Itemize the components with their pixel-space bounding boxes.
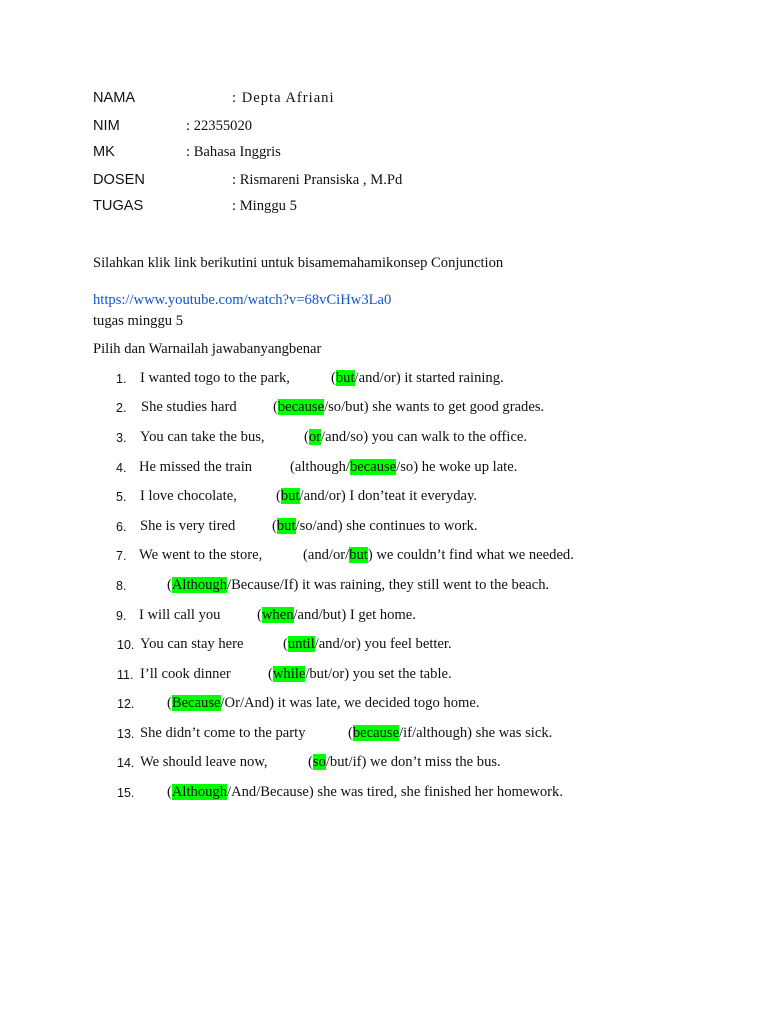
- choices-prefix: (: [268, 666, 273, 682]
- list-item-sentence-start: She studies hard: [141, 399, 237, 415]
- mk-label: MK: [93, 144, 115, 160]
- list-item-choices: [167, 577, 549, 594]
- list-item-number: 4.: [116, 461, 127, 475]
- choices-rest: /Or/And) it was late, we decided togo home.: [220, 695, 480, 711]
- nama-label: NAMA: [93, 90, 136, 106]
- list-item-sentence-start: I will call you: [139, 607, 221, 623]
- choices-prefix: (: [167, 577, 172, 593]
- youtube-link[interactable]: https://www.youtube.com/watch?v=68vCiHw3La0: [93, 292, 392, 308]
- list-item-number: 9.: [116, 609, 127, 623]
- choices-prefix: (: [167, 695, 172, 711]
- list-item-sentence-start: I wanted togo to the park,: [140, 370, 290, 386]
- list-item-choices: [283, 636, 452, 653]
- list-item-choices: [273, 399, 544, 416]
- highlighted-answer: but: [335, 370, 355, 386]
- instruction-text: Pilih dan Warnailah jawabanyangbenar: [93, 341, 322, 357]
- list-item-number: 2.: [116, 401, 127, 415]
- list-item-choices: [308, 754, 501, 771]
- choices-rest: /and/but) I get home.: [293, 607, 416, 623]
- list-item-sentence-start: She didn’t come to the party: [140, 725, 306, 741]
- list-item-sentence-start: You can take the bus,: [140, 429, 265, 445]
- highlighted-answer: but: [280, 488, 300, 504]
- list-item-choices: [348, 725, 552, 742]
- dosen-value: : Rismareni Pransiska , M.Pd: [232, 172, 403, 188]
- list-item-sentence-start: I love chocolate,: [140, 488, 237, 504]
- choices-rest: /if/although) she was sick.: [399, 725, 553, 741]
- list-item-number: 11.: [117, 668, 134, 682]
- choices-rest: /and/or) I don’teat it everyday.: [299, 488, 478, 504]
- highlighted-answer: Although: [171, 577, 228, 593]
- choices-rest: /and/so) you can walk to the office.: [321, 429, 528, 445]
- list-item-sentence-start: We should leave now,: [140, 754, 268, 770]
- highlighted-answer: because: [350, 459, 397, 475]
- choices-rest: /but/or) you set the table.: [305, 666, 452, 682]
- choices-rest: /And/Because) she was tired, she finished her homework.: [227, 784, 563, 800]
- list-item-choices: [272, 518, 478, 535]
- list-item-number: 15.: [117, 786, 135, 800]
- nim-value: : 22355020: [186, 118, 253, 134]
- list-item-number: 7.: [116, 549, 127, 563]
- nim-label: NIM: [93, 118, 120, 134]
- choices-prefix: (: [257, 607, 262, 623]
- highlighted-answer: so: [312, 754, 326, 770]
- choices-rest: /so/and) she continues to work.: [295, 518, 478, 534]
- highlighted-answer: or: [308, 429, 322, 445]
- list-item-choices: [167, 695, 479, 712]
- choices-prefix: (: [331, 370, 336, 386]
- list-item-choices: [257, 607, 416, 624]
- dosen-label: DOSEN: [93, 172, 145, 188]
- choices-prefix: (: [283, 636, 288, 652]
- choices-rest: /but/if) we don’t miss the bus.: [325, 754, 501, 770]
- choices-prefix: (: [272, 518, 277, 534]
- highlighted-answer: but: [349, 547, 368, 563]
- list-item-number: 6.: [116, 520, 127, 534]
- choices-rest: /so) he woke up late.: [396, 459, 518, 475]
- list-item-choices: [331, 370, 504, 387]
- highlighted-answer: when: [261, 607, 294, 623]
- choices-prefix: (: [348, 725, 353, 741]
- list-item-number: 12.: [117, 697, 135, 711]
- list-item-choices: [303, 547, 574, 564]
- list-item-number: 13.: [117, 727, 135, 741]
- intro-text: Silahkan klik link berikutini untuk bisamemahamikonsep Conjunction: [93, 255, 504, 271]
- highlighted-answer: because: [352, 725, 400, 741]
- list-item-number: 3.: [116, 431, 127, 445]
- list-item-choices: [167, 784, 563, 801]
- highlighted-answer: because: [277, 399, 325, 415]
- mk-value: : Bahasa Inggris: [186, 144, 281, 160]
- highlighted-answer: while: [272, 666, 306, 682]
- list-item-choices: [290, 459, 517, 476]
- choices-prefix: (: [308, 754, 313, 770]
- highlighted-answer: until: [287, 636, 315, 652]
- list-item-choices: [276, 488, 477, 505]
- choices-prefix: (: [276, 488, 281, 504]
- subtitle-text: tugas minggu 5: [93, 313, 183, 329]
- choices-prefix: (: [167, 784, 172, 800]
- list-item-number: 1.: [116, 372, 127, 386]
- list-item-sentence-start: She is very tired: [140, 518, 236, 534]
- list-item-sentence-start: He missed the train: [139, 459, 253, 475]
- highlighted-answer: Because: [171, 695, 221, 711]
- list-item-number: 5.: [116, 490, 127, 504]
- list-item-number: 8.: [116, 579, 127, 593]
- list-item-number: 14.: [117, 756, 135, 770]
- choices-rest: ) we couldn’t find what we needed.: [367, 547, 574, 563]
- choices-rest: /and/or) you feel better.: [314, 636, 452, 652]
- choices-prefix: (although/: [290, 459, 350, 475]
- tugas-value: : Minggu 5: [232, 198, 297, 214]
- choices-rest: /Because/If) it was raining, they still went to the beach.: [227, 577, 550, 593]
- tugas-label: TUGAS: [93, 198, 144, 214]
- choices-prefix: (: [273, 399, 278, 415]
- choices-prefix: (: [304, 429, 309, 445]
- list-item-number: 10.: [117, 638, 135, 652]
- highlighted-answer: but: [276, 518, 296, 534]
- list-item-sentence-start: I’ll cook dinner: [140, 666, 231, 682]
- choices-rest: /and/or) it started raining.: [354, 370, 504, 386]
- nama-value: : Depta Afriani: [232, 90, 335, 106]
- list-item-choices: [304, 429, 527, 446]
- list-item-sentence-start: You can stay here: [140, 636, 244, 652]
- list-item-choices: [268, 666, 452, 683]
- list-item-sentence-start: We went to the store,: [139, 547, 263, 563]
- choices-rest: /so/but) she wants to get good grades.: [324, 399, 545, 415]
- highlighted-answer: Although: [171, 784, 228, 800]
- choices-prefix: (and/or/: [303, 547, 350, 563]
